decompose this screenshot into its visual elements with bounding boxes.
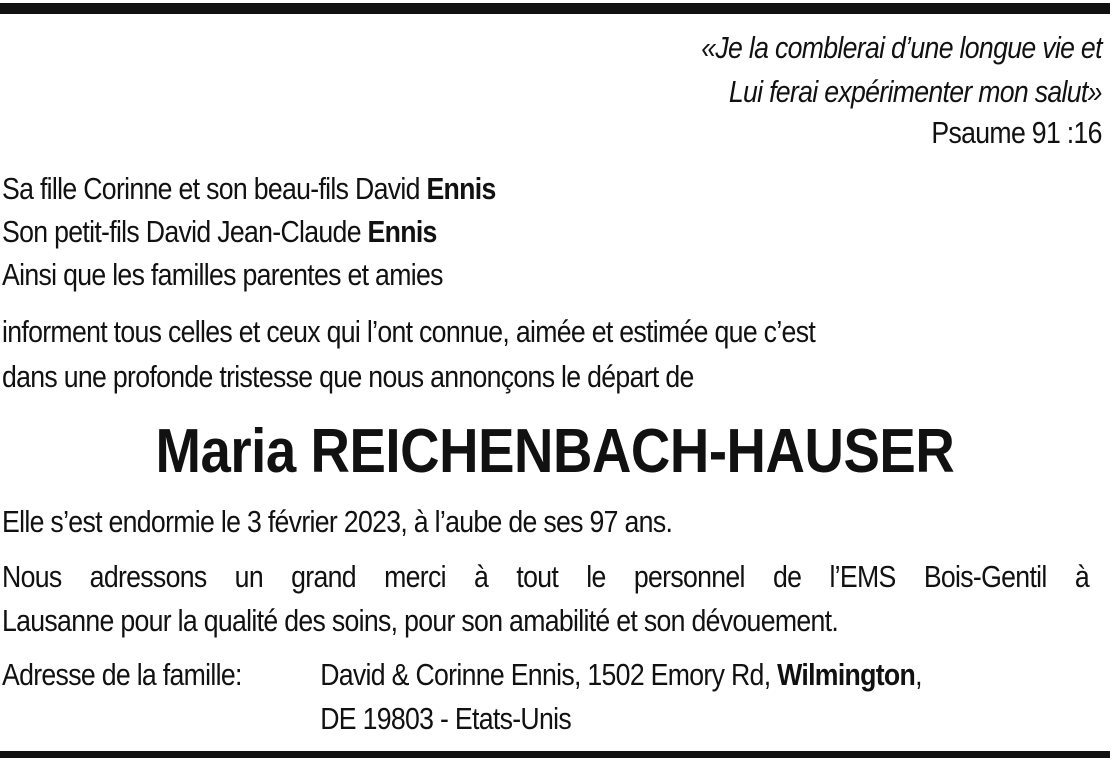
top-border-rule — [0, 3, 1110, 14]
thanks-word: tout — [516, 559, 559, 594]
address-city: Wilmington — [777, 657, 916, 692]
thanks-word: grand — [291, 559, 356, 594]
thanks-line-2: Lausanne pour la qualité des soins, pour son amabilité et son dévouement. — [2, 603, 839, 638]
thanks-word: adressons — [89, 559, 207, 594]
address-row-2 — [2, 697, 922, 741]
thanks-word: personnel — [633, 559, 745, 594]
thanks-word: Nous — [2, 559, 62, 594]
thanks-word: à — [474, 559, 489, 594]
thanks-word: de — [772, 559, 802, 594]
family-list — [2, 167, 496, 296]
address-line-1: David & Corinne Ennis, 1502 Emory Rd, Wilmington, — [320, 657, 922, 692]
thanks-word: Bois-Gentil — [923, 559, 1047, 594]
quote-reference: Psaume 91 :16 — [931, 115, 1102, 150]
announcement-line-2: dans une profonde tristesse que nous annonçons le départ de — [2, 359, 694, 394]
thanks-word: l’EMS — [829, 559, 896, 594]
quote-line-2: Lui ferai expérimenter mon salut» — [729, 74, 1102, 109]
death-notice: Elle s’est endormie le 3 février 2023, à l’aube de ses 97 ans. — [2, 504, 673, 539]
address-label: Adresse de la famille: — [2, 657, 242, 692]
thanks-word: un — [234, 559, 263, 594]
thanks-word: le — [586, 559, 606, 594]
thanks-word: merci — [384, 559, 446, 594]
family-line: Son petit-fils David Jean-Claude Ennis — [2, 214, 437, 249]
deceased-name: Maria REICHENBACH-HAUSER — [155, 417, 955, 486]
address-row-1 — [2, 653, 922, 697]
announcement-text — [2, 309, 815, 399]
bottom-border-rule — [0, 751, 1110, 758]
thanks-paragraph — [2, 555, 1089, 643]
family-line: Ainsi que les familles parentes et amies — [2, 257, 443, 292]
quote-line-1: «Je la comblerai d’une longue vie et — [701, 30, 1102, 65]
family-address — [2, 653, 922, 741]
address-line-2: DE 19803 - Etats-Unis — [320, 701, 571, 736]
thanks-line-1 — [2, 555, 1089, 599]
bible-quote — [701, 26, 1102, 152]
thanks-word: à — [1074, 559, 1089, 594]
announcement-line-1: informent tous celles et ceux qui l’ont connue, aimée et estimée que c’est — [2, 314, 816, 349]
family-line: Sa fille Corinne et son beau-fils David Ennis — [2, 171, 496, 206]
